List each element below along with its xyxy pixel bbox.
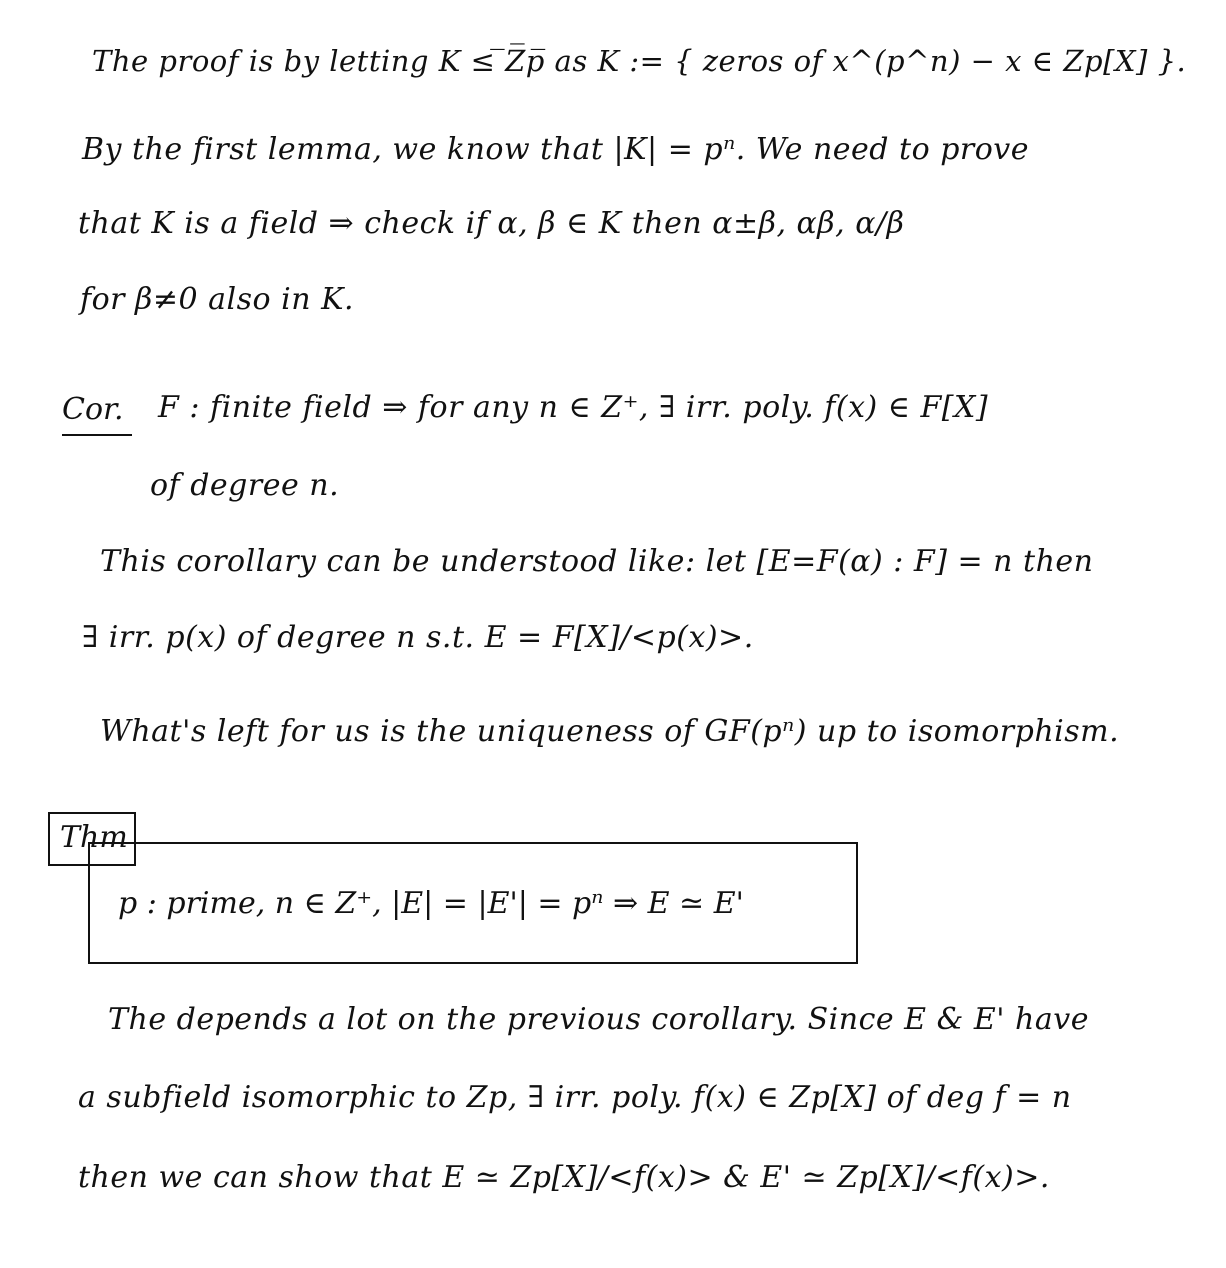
theorem-label: Thm — [48, 812, 136, 866]
corollary-line-1: F : finite field ⇒ for any n ∈ Z⁺, ∃ irr. poly. f(x) ∈ F[X] — [158, 390, 989, 425]
theorem-statement: p : prime, n ∈ Z⁺, |E| = |E'| = pⁿ ⇒ E ≃ E' — [118, 886, 744, 921]
proof2-line-2: a subfield isomorphic to Zp, ∃ irr. poly. f(x) ∈ Zp[X] of deg f = n — [78, 1080, 1072, 1115]
proof-line-3: that K is a field ⇒ check if α, β ∈ K then α±β, αβ, α/β — [78, 206, 905, 241]
corollary-label: Cor. — [62, 392, 124, 427]
explanation-line-1: This corollary can be understood like: let [E=F(α) : F] = n then — [100, 544, 1094, 579]
corollary-line-2: of degree n. — [150, 468, 340, 503]
proof-line-2: By the first lemma, we know that |K| = pⁿ. We need to prove — [82, 132, 1030, 167]
explanation-line-3: What's left for us is the uniqueness of GF(pⁿ) up to isomorphism. — [100, 714, 1120, 749]
proof2-line-3: then we can show that E ≃ Zp[X]/<f(x)> & E' ≃ Zp[X]/<f(x)>. — [78, 1160, 1050, 1195]
proof-line-1: The proof is by letting K ≤ ̅Z̅p̅ as K := { zeros of x^(p^n) − x ∈ Zp[X] }. — [92, 44, 1187, 78]
corollary-label-underline — [62, 434, 132, 436]
proof-line-4: for β≠0 also in K. — [80, 282, 355, 317]
explanation-line-2: ∃ irr. p(x) of degree n s.t. E = F[X]/<p(x)>. — [82, 620, 754, 655]
proof2-line-1: The depends a lot on the previous corollary. Since E & E' have — [108, 1002, 1089, 1037]
